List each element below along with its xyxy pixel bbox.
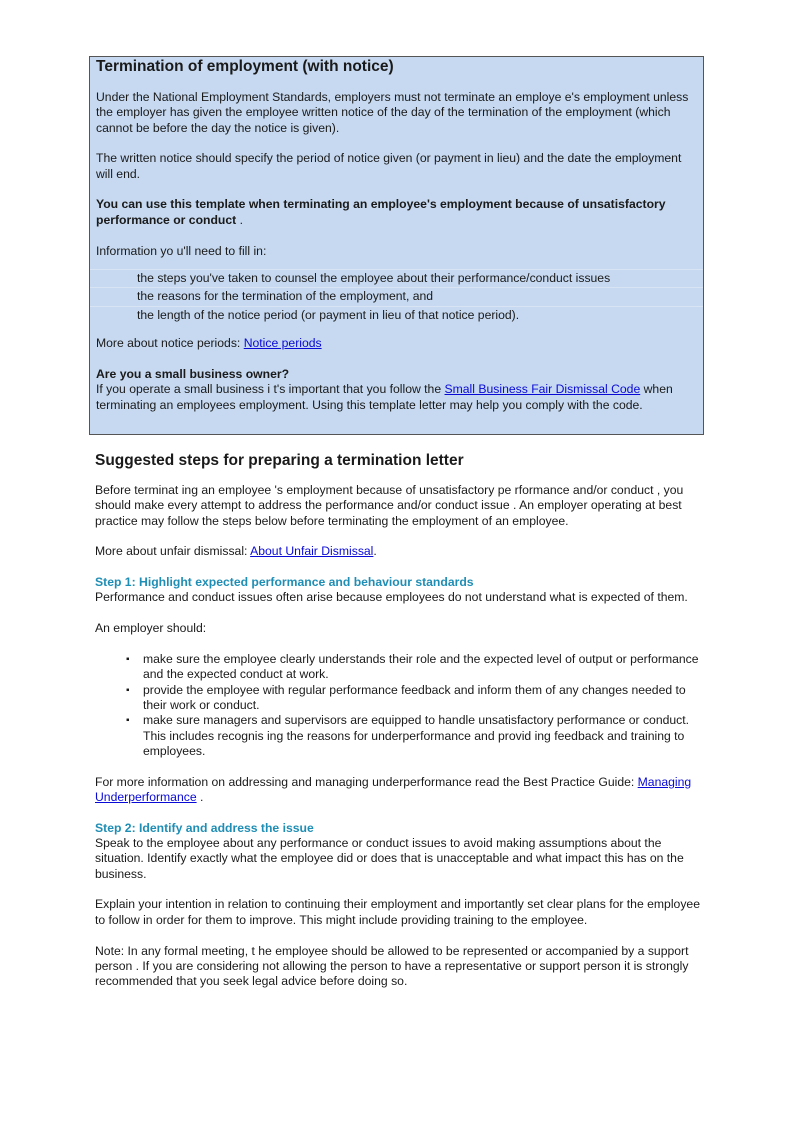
list-item-text: make sure the employee clearly understands their role and the expected level of output or performance and the expected conduct at work. <box>143 652 699 682</box>
more-info-end: . <box>196 789 204 804</box>
step-1-heading: Step 1: Highlight expected performance and behaviour standards <box>95 575 474 590</box>
employer-bullet-list <box>95 652 705 759</box>
unfair-dismissal-link[interactable]: About Unfair Dismissal <box>250 544 374 559</box>
list-item <box>95 683 705 714</box>
notice-label: More about notice periods: <box>96 336 244 351</box>
intro-paragraph: Before terminat ing an employee 's employment because of unsatisfactory pe rformance and/or conduct , you should make every attempt to address the performance and/or conduct issue . An employer operating at best practice may follow the steps below before terminating the employment of an employee. <box>95 483 684 528</box>
section-title: Suggested steps for preparing a termination letter <box>95 452 464 469</box>
managing-underperformance-link[interactable]: Managing Underperformance <box>95 774 692 804</box>
info-paragraph-usage <box>96 197 697 228</box>
employer-should-label: An employer should: <box>95 621 207 636</box>
notice-periods-link[interactable]: Notice periods <box>243 336 322 351</box>
fill-in-label: Information yo u'll need to fill in: <box>96 243 267 258</box>
bullet-icon: ▪ <box>126 715 130 727</box>
unfair-end: . <box>373 544 377 559</box>
unfair-label: More about unfair dismissal: <box>95 544 251 559</box>
info-paragraph-nes: Under the National Employment Standards, employers must not terminate an employe e's employment unless the employer has given the employee written notice of the day of the termination of the employment (which cannot be before the day the notice is given). <box>96 90 689 135</box>
step-2-text: Speak to the employee about any performance or conduct issues to avoid making assumptions about the situation. Identify exactly what the employee did or does that is unacceptable and what impact this has on the business. <box>95 836 684 881</box>
usage-end: . <box>236 212 243 227</box>
small-business-text: If you operate a small business i t's important that you follow the <box>96 382 445 397</box>
main-content <box>95 452 705 989</box>
fill-in-item: the steps you've taken to counsel the employee about their performance/conduct issues <box>90 269 703 288</box>
notice-periods-line <box>96 336 697 351</box>
step-2-note: Note: In any formal meeting, t he employee should be allowed to be represented or accompanied by a support person . If you are considering not allowing the person to have a representative or support person it is strongly recommended that you seek legal advice before doing so. <box>95 943 689 989</box>
bullet-icon: ▪ <box>126 684 130 696</box>
info-box <box>89 56 704 435</box>
list-item <box>95 652 705 683</box>
small-business-paragraph <box>96 382 697 413</box>
more-info-paragraph <box>95 775 705 806</box>
fill-in-item: the length of the notice period (or payment in lieu of that notice period). <box>90 306 703 325</box>
list-item-text: make sure managers and supervisors are equipped to handle unsatisfactory performance or conduct. This includes recognis ing the reasons for underperformance and provid ing feedback and training to employees. <box>143 713 690 758</box>
unfair-dismissal-line <box>95 544 705 559</box>
info-box-title: Termination of employment (with notice) <box>96 58 394 75</box>
more-info-text: For more information on addressing and managing underperformance read the Best Practice Guide: <box>95 774 638 789</box>
fill-in-item: the reasons for the termination of the employment, and <box>90 287 703 306</box>
list-item-text: provide the employee with regular performance feedback and inform them of any changes needed to their work or conduct. <box>143 682 686 712</box>
small-business-code-link[interactable]: Small Business Fair Dismissal Code <box>444 382 641 397</box>
list-item <box>95 713 705 759</box>
small-business-text-end: when terminating an employees employment. Using this template letter may help you comply with the code. <box>96 382 673 412</box>
step-2-heading: Step 2: Identify and address the issue <box>95 820 314 835</box>
step-1-text: Performance and conduct issues often arise because employees do not understand what is expected of them. <box>95 590 688 605</box>
step-2-paragraph: Explain your intention in relation to continuing their employment and importantly set clear plans for the employee to follow in order for them to improve. This might include providing training to the employee. <box>95 897 700 927</box>
bullet-icon: ▪ <box>126 654 130 666</box>
info-paragraph-written-notice: The written notice should specify the period of notice given (or payment in lieu) and the date the employment will end. <box>96 151 682 181</box>
small-business-heading: Are you a small business owner? <box>96 367 290 382</box>
usage-bold-text: You can use this template when terminating an employee's employment because of unsatisfactory performance or conduct <box>96 197 666 227</box>
